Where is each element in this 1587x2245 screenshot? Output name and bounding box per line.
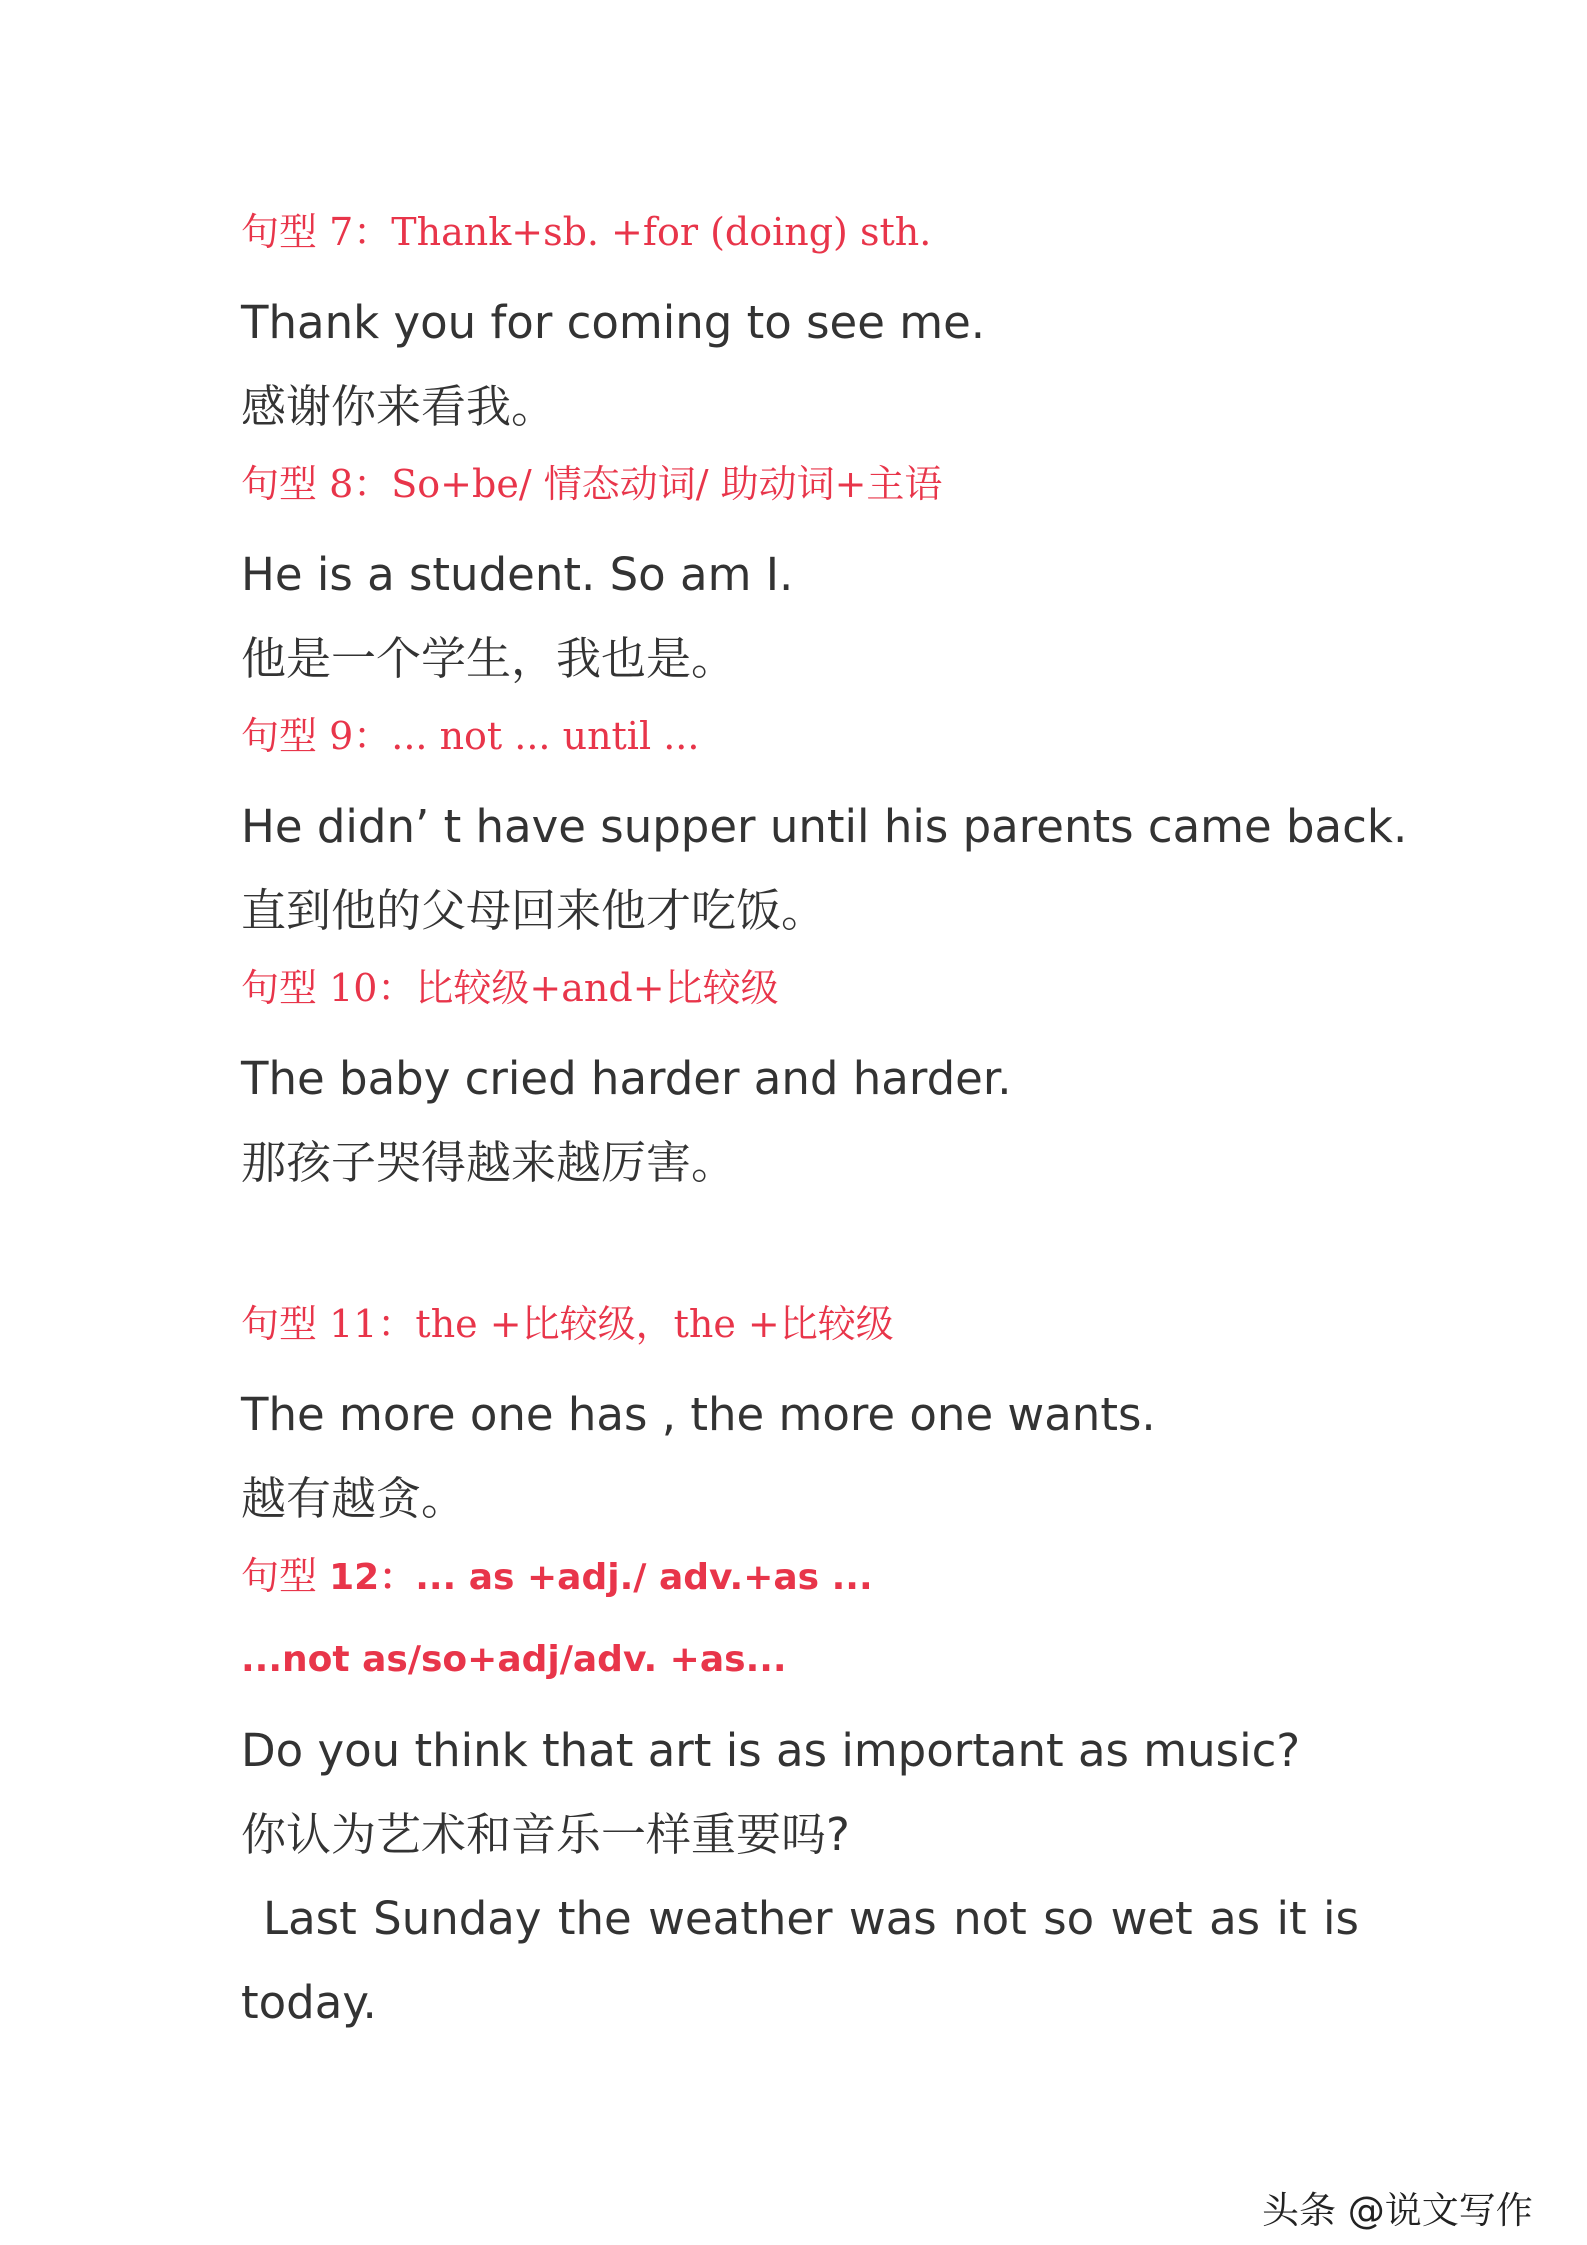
pattern-8-example-zh: 他是一个学生，我也是。 — [241, 632, 737, 685]
word: it — [1276, 1892, 1307, 1945]
pattern-11-example-en: The more one has , the more one wants. — [241, 1388, 1156, 1441]
pattern-7-heading: 句型 7：Thank+sb. +for (doing) sth. — [241, 210, 932, 254]
word: not — [953, 1892, 1027, 1945]
pattern-12-subheading: ...not as/so+adj/adv. +as... — [241, 1639, 787, 1680]
pattern-11-example-zh: 越有越贪。 — [241, 1472, 467, 1525]
word: Last — [263, 1892, 357, 1945]
watermark: 头条 @说文写作 — [1262, 2189, 1533, 2232]
word: is — [1323, 1892, 1359, 1945]
pattern-12-example-1-zh: 你认为艺术和音乐一样重要吗? — [241, 1808, 850, 1861]
pattern-7-example-en: Thank you for coming to see me. — [241, 296, 986, 349]
section-gap — [241, 1208, 1371, 1292]
pattern-12-example-2-line-2: today. — [241, 1976, 377, 2029]
pattern-12-heading-rest: 12：... as +adj./ adv.+as ... — [329, 1557, 873, 1598]
document-content — [241, 200, 1408, 2048]
pattern-7-example-zh: 感谢你来看我。 — [241, 380, 557, 433]
pattern-12-heading — [241, 1544, 1371, 1628]
word: the — [557, 1892, 632, 1945]
pattern-9-example-en: He didn’ t have supper until his parents came back. — [241, 800, 1408, 853]
pattern-12-example-1-en: Do you think that art is as important as music? — [241, 1724, 1301, 1777]
pattern-9-example-zh: 直到他的父母回来他才吃饭。 — [241, 884, 827, 937]
pattern-11-heading: 句型 11：the +比较级，the +比较级 — [241, 1302, 894, 1346]
pattern-10-heading: 句型 10：比较级+and+比较级 — [241, 966, 779, 1010]
pattern-8-example-en: He is a student. So am I. — [241, 548, 794, 601]
word: as — [1209, 1892, 1261, 1945]
pattern-9-heading: 句型 9：... not ... until ... — [241, 714, 700, 758]
word: so — [1043, 1892, 1095, 1945]
pattern-10-example-en: The baby cried harder and harder. — [241, 1052, 1012, 1105]
pattern-12-heading-prefix: 句型 — [241, 1554, 318, 1598]
word: was — [848, 1892, 937, 1945]
pattern-8-heading: 句型 8：So+be/ 情态动词/ 助动词+主语 — [241, 462, 943, 506]
pattern-10-example-zh: 那孩子哭得越来越厉害。 — [241, 1136, 737, 1189]
word: Sunday — [373, 1892, 542, 1945]
word: wet — [1110, 1892, 1193, 1945]
pattern-12-example-2-line-1 — [241, 1880, 1359, 1964]
word: weather — [648, 1892, 833, 1945]
